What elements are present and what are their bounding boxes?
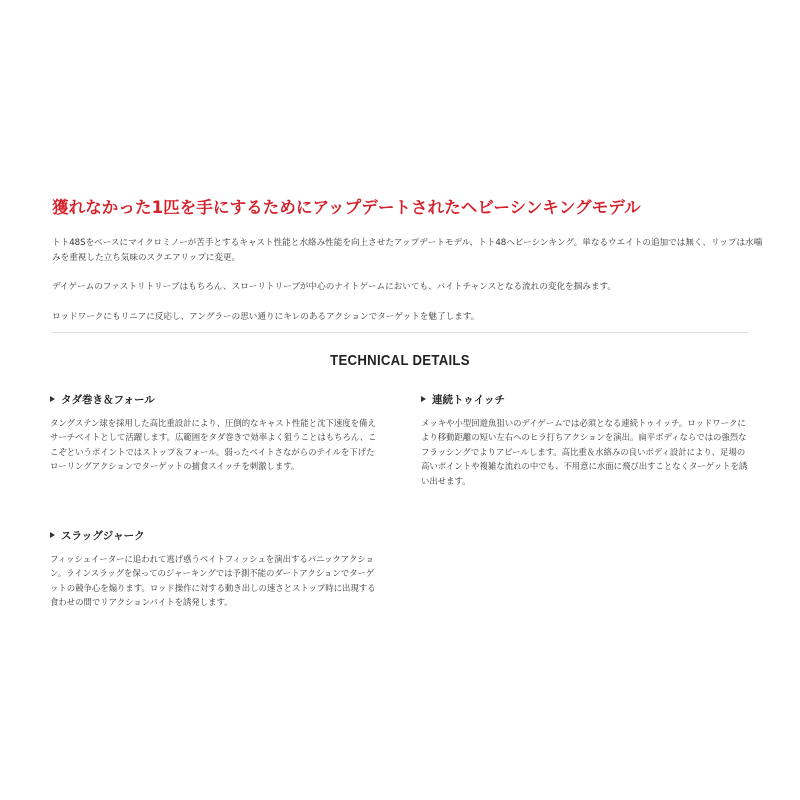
- detail-body: メッキや小型回遊魚狙いのデイゲームでは必須となる連続トゥイッチ。ロッドワークにより移動距離の短い左右へのヒラ打ちアクションを演出。扁平ボディならではの強烈なフラッシングでよりアピールします。高比重＆水絡みの良いボディ設計により、足場の高いポイントや複雑な流れの中でも、不用意に水面に飛び出すことなくターゲットを誘い出せます。: [421, 418, 748, 486]
- section-divider: [52, 332, 748, 333]
- detail-body: フィッシュイーターに追われて逃げ惑うベイトフィッシュを演出するパニックアクション。ラインスラッグを保ってのジャーキングでは予測不能のダートアクションでターゲットの競争心を煽ります。ロッド操作に対する動き出しの速さとストップ時に出現する食わせの間でリアクションバイトを誘発します。: [50, 554, 376, 608]
- triangle-right-icon: [50, 532, 55, 538]
- section-title: TECHNICAL DETAILS: [330, 352, 470, 369]
- headline: 獲れなかった1匹を手にするためにアップデートされたヘビーシンキングモデル: [52, 198, 641, 217]
- detail-block-twitch: [421, 392, 751, 488]
- detail-title: スラッグジャーク: [61, 529, 145, 542]
- detail-title: タダ巻き＆フォール: [61, 393, 155, 406]
- detail-heading: [50, 528, 380, 542]
- intro-text: [52, 236, 767, 339]
- intro-paragraph: ロッドワークにもリニアに反応し、アングラーの思い通りにキレのあるアクションでターゲットを魅了します。: [52, 311, 480, 322]
- intro-paragraph: デイゲームのファストリトリーブはもちろん、スローリトリーブが中心のナイトゲームにおいても、バイトチャンスとなる流れの変化を掴みます。: [52, 282, 616, 292]
- triangle-right-icon: [50, 396, 55, 402]
- detail-block-tada-maki: [50, 392, 380, 474]
- detail-body: タングステン球を採用した高比重設計により、圧倒的なキャスト性能と沈下速度を備えサーチベイトとして活躍します。広範囲をタダ巻きで効率よく狙うことはもちろん、ここぞというポイントではストップ＆フォール。弱ったベイトさながらのテイルを下げたローリングアクションでターゲットの捕食スイッチを刺激します。: [50, 418, 377, 472]
- detail-heading: [421, 392, 751, 406]
- detail-title: 連続トゥイッチ: [432, 393, 506, 406]
- intro-paragraph: トト48Sをベースにマイクロミノーが苦手とするキャスト性能と水絡み性能を向上させたアップデートモデル、トト48ヘビーシンキング。単なるウエイトの追加では無く、リップは水噛みを重視した立ち気味のスクエアリップに変更。: [52, 238, 763, 263]
- detail-block-slug-jerk: [50, 528, 380, 610]
- detail-heading: [50, 392, 380, 406]
- triangle-right-icon: [421, 396, 426, 402]
